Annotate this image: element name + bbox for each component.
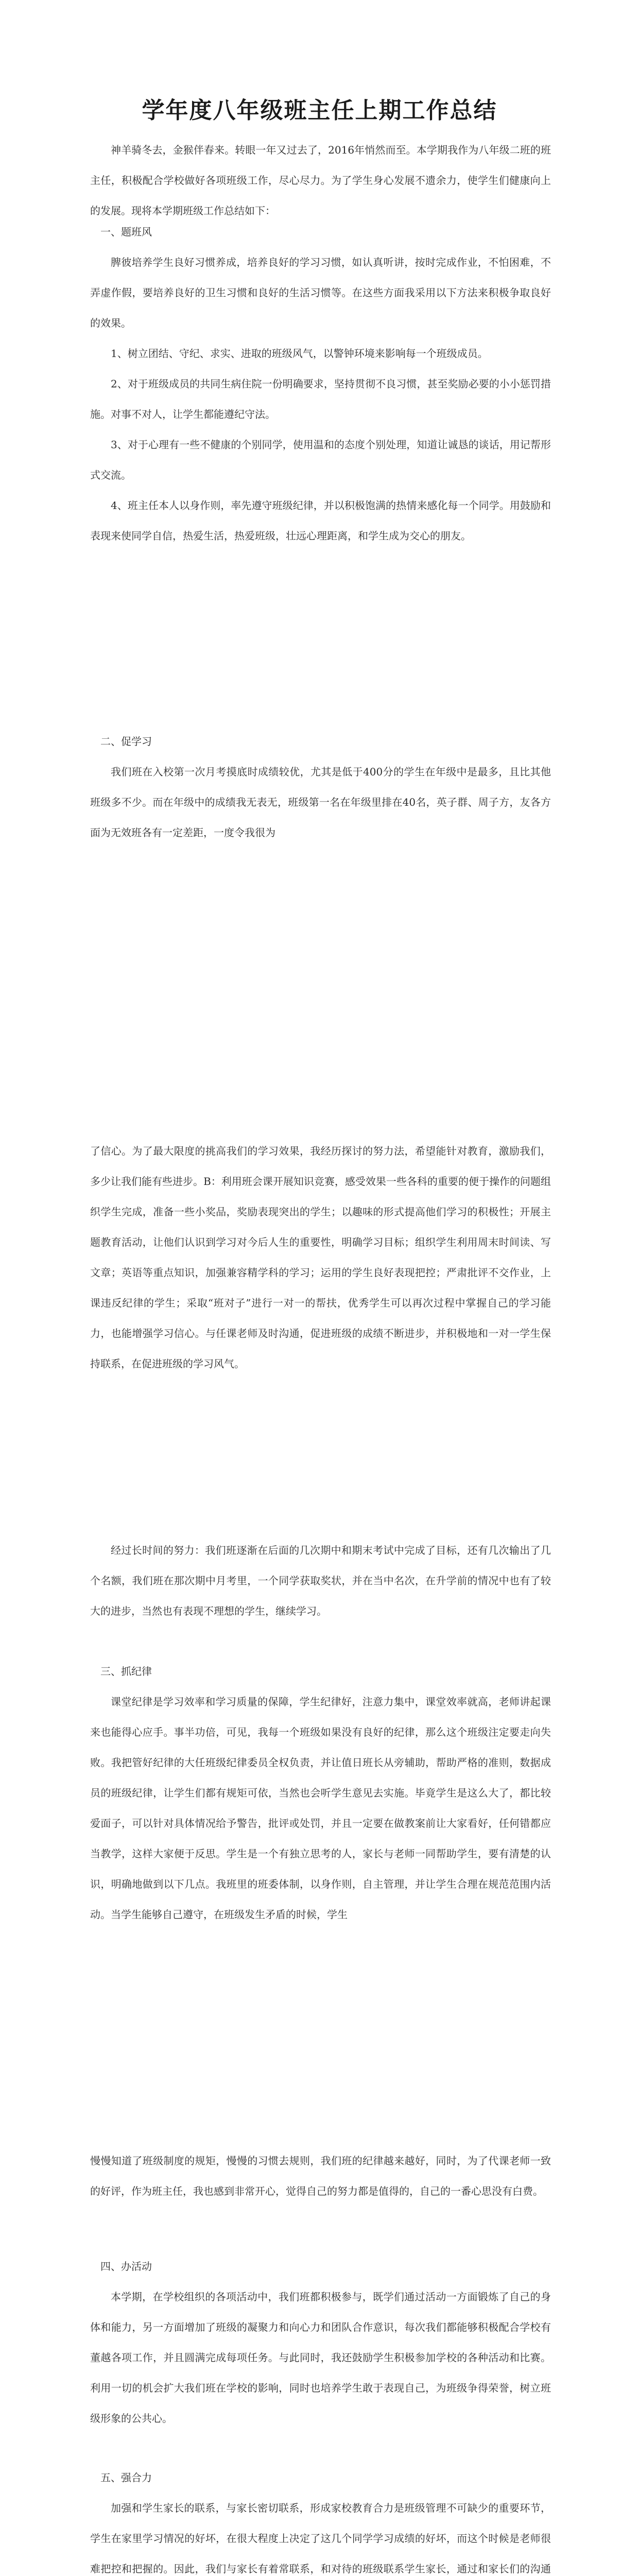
section-1-paragraph: 2、对于班级成员的共同生病住院一份明确要求，坚持贯彻不良习惯，甚至奖励必要的小小惩罚措施。对事不对人，让学生都能遵纪守法。 — [90, 378, 551, 420]
document-title: 学年度八年级班主任上期工作总结 — [142, 97, 497, 124]
intro-paragraph: 神羊骑冬去，金猴伴春来。转眼一年又过去了，2016年悄然而至。本学期我作为八年级二班的班主任，积极配合学校做好各项班级工作，尽心尽力。为了学生身心发展不遗余力，使学生们健康向上的发展。现将本学期班级工作总结如下： — [90, 144, 551, 217]
section-2-paragraph: 了信心。为了最大限度的挑高我们的学习效果，我经历探讨的努力法，希望能针对教育，激励我们，多少让我们能有些进步。B：利用班会课开展知识竞赛，感受效果一些各科的重要的便于操作的问题组织学生完成，准备一些小奖品，奖励表现突出的学生；以趣味的形式提高他们学习的积极性；开展主题教育活动，让他们认识到学习对今后人生的重要性，明确学习目标；组织学生利用周末时间读、写文章；英语等重点知识，加强兼容精学科的学习；运用的学生良好表现把控；严肃批评不交作业，上课违反纪律的学生；采取“班对子”进行一对一的帮扶，优秀学生可以再次过程中掌握自己的学习能力，也能增强学习信心。与任课老师及时沟通，促进班级的成绩不断进步，并积极地和一对一学生保持联系，在促进班级的学习风气。 — [90, 1145, 551, 1370]
section-3-continued-paragraph: 慢慢知道了班级制度的规矩，慢慢的习惯去规则，我们班的纪律越来越好，同时，为了代课老师一致的好评，作为班主任，我也感到非常开心，觉得自己的努力都是值得的，自己的一番心思没有白费。 — [90, 2155, 551, 2197]
section-3-paragraph: 课堂纪律是学习效率和学习质量的保障，学生纪律好，注意力集中，课堂效率就高，老师讲起课来也能得心应手。事半功倍，可见，我每一个班级如果没有良好的纪律，那么这个班级注定要走向失败。我把管好纪律的大任班级纪律委员全权负责，并让值日班长从旁辅助，帮助严格的准则，数据成员的班级纪律，让学生们都有规矩可依，当然也会听学生意见去实施。毕竟学生是这么大了，都比较爱面子，可以针对具体情况给予警告，批评或处罚，并且一定要在做教案前让大家看好，任何错都应当教学，这样大家便于反思。学生是一个有独立思考的人，家长与老师一同帮助学生，要有清楚的认识，明确地做到以下几点。我班里的班委体制，以身作则，自主管理，并让学生合理在规范范围内活动。当学生能够自己遵守，在班级发生矛盾的时候，学生 — [90, 1696, 551, 1921]
section-3 — [90, 1656, 551, 1930]
section-4-paragraph: 本学期，在学校组织的各项活动中，我们班都积极参与，既学们通过活动一方面锻炼了自己的身体和能力，另一方面增加了班级的凝聚力和向心力和团队合作意识，每次我们都能够积极配合学校有董越各项工作，并且圆满完成每项任务。与此同时，我还鼓励学生积极参加学校的各种活动和比赛。利用一切的机会扩大我们班在学校的影响，同时也培养学生敢于表现自己，为班级争得荣誉，树立班级形象的公共心。 — [90, 2291, 551, 2425]
section-2-heading: 二、促学习 — [100, 735, 152, 748]
section-5 — [90, 2463, 551, 2576]
section-3-continued — [90, 2146, 551, 2207]
section-5-heading: 五、强合力 — [100, 2471, 152, 2484]
section-2 — [90, 726, 551, 848]
section-1-paragraph: 脾彼培养学生良好习惯养成，培养良好的学习习惯，如认真听讲，按时完成作业，不怕困难，不弄虚作假，要培养良好的卫生习惯和良好的生活习惯等。在这些方面我采用以下方法来积极争取良好的效果。 — [90, 256, 551, 329]
section-1-paragraph: 3、对于心理有一些不健康的个别同学，使用温和的态度个别处理，知道让诚恳的谈话，用记帮形式交流。 — [90, 438, 551, 481]
section-1-paragraph: 4、班主任本人以身作则，率先遵守班级纪律，并以积极饱满的热情来感化每一个同学。用鼓励和表现来使同学自信，热爱生活，热爱班级，壮远心理距离，和学生成为交心的朋友。 — [90, 499, 551, 542]
section-1 — [90, 217, 551, 551]
section-4 — [90, 2251, 551, 2434]
section-2-continued — [90, 1136, 551, 1379]
section-2-results-paragraph: 经过长时间的努力：我们班逐渐在后面的几次期中和期末考试中完成了目标，还有几次输出了几个名额，我们班在那次期中月考里，一个同学获取奖状，并在当中名次，在升学前的情况中也有了较大的进步，当然也有表现不理想的学生，继续学习。 — [90, 1544, 551, 1617]
section-2-paragraph: 我们班在入校第一次月考摸底时成绩较优，尤其是低于400分的学生在年级中是最多，且比其他班级多不少。而在年级中的成绩我无表无，班级第一名在年级里排在40名，英子群、周子方，友各方面为无效班各有一定差距，一度令我很为 — [90, 766, 551, 839]
section-1-paragraph: 1、树立团结、守纪、求实、进取的班级风气，以警钟环境来影响每一个班级成员。 — [111, 347, 488, 360]
section-4-heading: 四、办活动 — [100, 2260, 152, 2273]
section-3-heading: 三、抓纪律 — [100, 1665, 152, 1677]
section-5-paragraph: 加强和学生家长的联系，与家长密切联系，形成家校教育合力是班级管理不可缺少的重要环节，学生在家里学习情况的好坏，在很大程度上决定了这几个同学学习成绩的好坏，而这个时候是老师很难把控和把握的。因此，我们与家长有着常联系，和对待的班级联系学生家长，通过和家长们的沟通 — [90, 2502, 551, 2575]
section-2-results — [90, 1535, 551, 1626]
intro-block — [90, 135, 551, 226]
section-1-heading: 一、题班风 — [100, 226, 152, 238]
